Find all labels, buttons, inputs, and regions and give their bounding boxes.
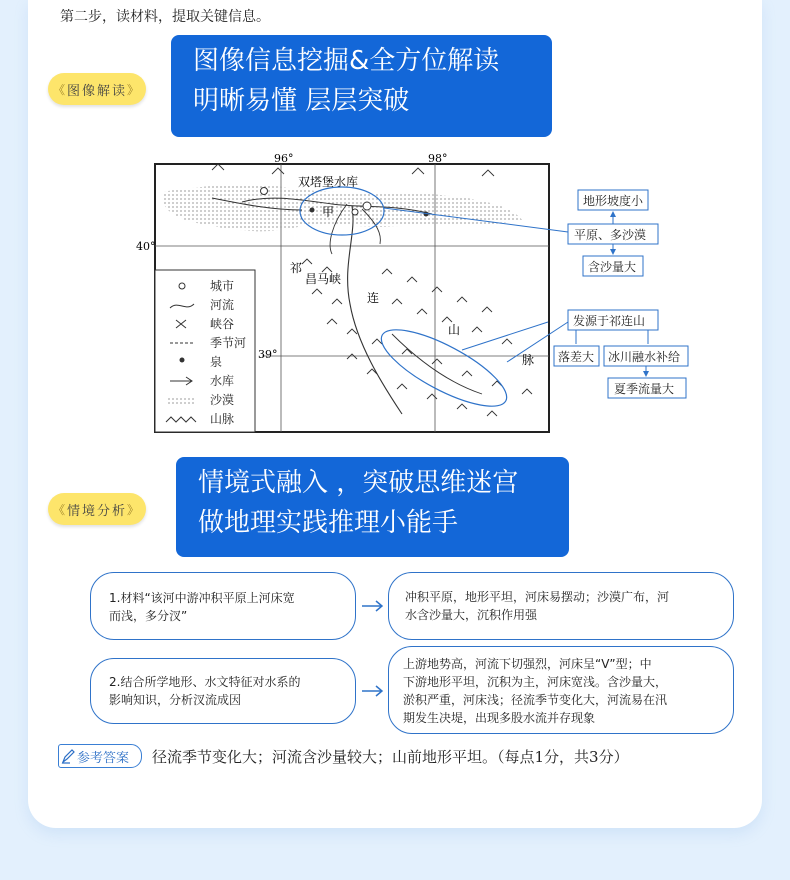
city-marker [261,188,268,195]
arrow-right-icon [360,684,386,698]
banner-line-1: 图像信息挖掘&全方位解读 [193,46,500,76]
analysis-answer-2 [388,646,734,734]
bracket-left-icon: 《 [52,502,67,517]
situation-analysis-tag [48,493,146,525]
legend-river: 河流 [210,298,235,312]
answer-tag [58,744,142,768]
section2-banner [176,457,569,557]
reservoir-label: 双塔堡水库 [298,175,359,189]
lat-39-label: 39° [258,348,278,361]
note-source: 发源于祁连山 [573,314,646,328]
jia-label: 甲 [322,205,335,219]
legend-box [155,270,255,432]
analysis-question-1 [90,572,356,640]
answer-line: 冲积平原，地形平坦，河床易摆动；沙漠广布，河 [405,590,670,604]
note-summer: 夏季流量大 [614,382,675,396]
tag-label: 情境分析 [66,503,127,519]
note-slope: 地形坡度小 [583,194,644,208]
image-interpretation-tag [48,73,146,105]
banner-line-1: 情境式融入 ，突破思维迷宫 [198,468,519,498]
lon-96-label: 96° [274,152,294,165]
note-sand: 含沙量大 [588,260,637,274]
section1-banner [171,35,552,137]
question-line: 影响知识，分析汊流成因 [109,693,242,707]
lon-98-label: 98° [428,152,448,165]
question-line: 1.材料“该河中游冲积平原上河床宽 [109,591,295,605]
lat-40-label: 40° [136,240,156,253]
bracket-left-icon: 《 [52,82,67,97]
note-plain: 平原、多沙漠 [574,228,647,242]
answer-line: 下游地形平坦，沉积为主，河床宽浅。含沙量大， [403,675,668,689]
answer-line: 期发生决堤，出现多股水流并存现象 [403,711,596,725]
mountain-char-3: 山 [448,323,461,337]
legend-city: 城市 [210,279,235,293]
answer-tag-label: 参考答案 [77,750,130,766]
bracket-right-icon: 》 [127,502,142,517]
legend-desert: 沙漠 [210,393,235,407]
analysis-answer-1 [388,572,734,640]
mountain-char-1: 祁 [290,261,303,275]
note-drop: 落差大 [558,350,595,364]
legend-gorge: 峡谷 [210,317,235,331]
legend-reservoir: 水库 [210,374,235,388]
question-line: 而浅，多分汊” [109,609,188,623]
arrow-right-icon [360,599,386,613]
bracket-right-icon: 》 [127,82,142,97]
mountain-char-2: 连 [367,291,380,305]
question-line: 2.结合所学地形、水文特征对水系的 [109,675,301,689]
step-instruction: 第二步，读材料，提取关键信息。 [60,9,270,25]
tag-label: 图像解读 [66,83,127,99]
banner-line-2: 做地理实践推理小能手 [198,508,459,538]
changmaxia-label: 昌马峡 [305,272,342,286]
analysis-question-2 [90,658,356,724]
answer-line: 水含沙量大，沉积作用强 [405,608,538,622]
legend-seasonal-river: 季节河 [210,336,247,350]
qilian-river-map [136,152,692,434]
answer-line: 淤积严重，河床浅；径流季节变化大，河流易在汛 [403,693,668,707]
legend-mountain: 山脉 [210,412,235,426]
spring-marker [310,208,315,213]
mountain-char-4: 脉 [522,353,535,367]
answer-text: 径流季节变化大；河流含沙量较大；山前地形平坦。（每点1分，共3分） [152,747,629,766]
banner-line-2: 明晰易懂 层层突破 [193,86,410,116]
legend-spring: 泉 [210,355,223,369]
reference-answer [58,744,629,768]
note-glacier: 冰川融水补给 [608,350,681,364]
answer-line: 上游地势高，河流下切强烈，河床呈“V”型；中 [403,657,652,671]
pen-icon [61,748,75,764]
